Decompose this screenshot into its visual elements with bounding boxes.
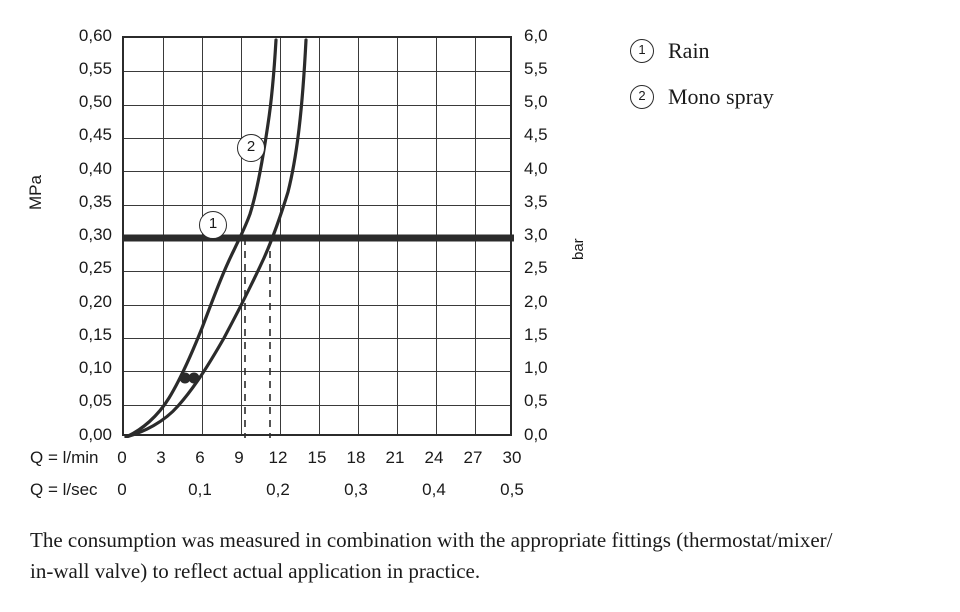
legend-label-mono-spray: Mono spray	[668, 84, 774, 109]
y-tick-right: 4,0	[524, 159, 548, 178]
x-tick-lsec: 0,4	[422, 480, 446, 499]
x-tick-lmin: 21	[385, 448, 405, 467]
x-tick-lsec: 0,1	[188, 480, 212, 499]
y-tick-right: 1,0	[524, 358, 548, 377]
y-axis-title-right: bar	[570, 238, 587, 260]
chart-container	[26, 20, 590, 510]
x-tick-lsec: 0	[117, 480, 127, 499]
y-tick-left: 0,35	[78, 192, 112, 211]
y-tick-left: 0,60	[78, 26, 112, 45]
curve-callout-1: 1	[199, 211, 227, 239]
x-tick-lmin: 24	[424, 448, 444, 467]
y-tick-left: 0,05	[78, 391, 112, 410]
y-tick-left: 0,00	[78, 425, 112, 444]
y-tick-right: 6,0	[524, 26, 548, 45]
y-tick-left: 0,45	[78, 125, 112, 144]
x-tick-lmin: 6	[195, 448, 205, 467]
y-tick-left: 0,25	[78, 258, 112, 277]
y-tick-left: 0,50	[78, 92, 112, 111]
x-tick-lmin: 30	[502, 448, 522, 467]
plot-area	[122, 36, 512, 436]
legend-marker-1: 1	[630, 39, 654, 63]
y-tick-right: 3,5	[524, 192, 548, 211]
y-tick-right: 2,0	[524, 292, 548, 311]
y-tick-right: 3,0	[524, 225, 548, 244]
x-tick-lmin: 15	[307, 448, 327, 467]
x-axis-row-lsec	[30, 480, 590, 504]
curve-callout-2: 2	[237, 134, 265, 162]
caption-line-1: The consumption was measured in combination with the appropriate fittings (thermostat/mixer/	[30, 528, 833, 552]
legend-marker-2: 2	[630, 85, 654, 109]
y-tick-left: 0,30	[78, 225, 112, 244]
curves-svg	[124, 38, 514, 438]
y-tick-left: 0,15	[78, 325, 112, 344]
y-tick-right: 0,0	[524, 425, 548, 444]
legend-item-rain	[630, 38, 930, 64]
legend	[630, 38, 930, 130]
y-tick-right: 2,5	[524, 258, 548, 277]
x-tick-lsec: 0,3	[344, 480, 368, 499]
legend-label-rain: Rain	[668, 38, 710, 63]
caption-line-2: in-wall valve) to reflect actual application in practice.	[30, 559, 481, 583]
x-tick-lmin: 3	[156, 448, 166, 467]
x-tick-lmin: 9	[234, 448, 244, 467]
y-tick-left: 0,40	[78, 159, 112, 178]
x-axis-label-lmin: Q = l/min	[30, 448, 99, 467]
x-tick-lmin: 18	[346, 448, 366, 467]
y-tick-left: 0,20	[78, 292, 112, 311]
y-tick-right: 5,5	[524, 59, 548, 78]
y-tick-left: 0,10	[78, 358, 112, 377]
caption	[30, 525, 930, 587]
y-tick-right: 0,5	[524, 391, 548, 410]
x-axis-row-lmin	[30, 448, 590, 472]
x-tick-lsec: 0,2	[266, 480, 290, 499]
x-tick-lsec: 0,5	[500, 480, 524, 499]
y-axis-title-left: MPa	[26, 175, 45, 210]
x-axis-label-lsec: Q = l/sec	[30, 480, 98, 499]
x-tick-lmin: 0	[117, 448, 127, 467]
x-tick-lmin: 12	[268, 448, 288, 467]
y-tick-right: 5,0	[524, 92, 548, 111]
operating-point-mono-spray	[189, 373, 200, 384]
y-tick-right: 1,5	[524, 325, 548, 344]
x-tick-lmin: 27	[463, 448, 483, 467]
y-tick-right: 4,5	[524, 125, 548, 144]
y-tick-left: 0,55	[78, 59, 112, 78]
legend-item-mono-spray	[630, 84, 930, 110]
